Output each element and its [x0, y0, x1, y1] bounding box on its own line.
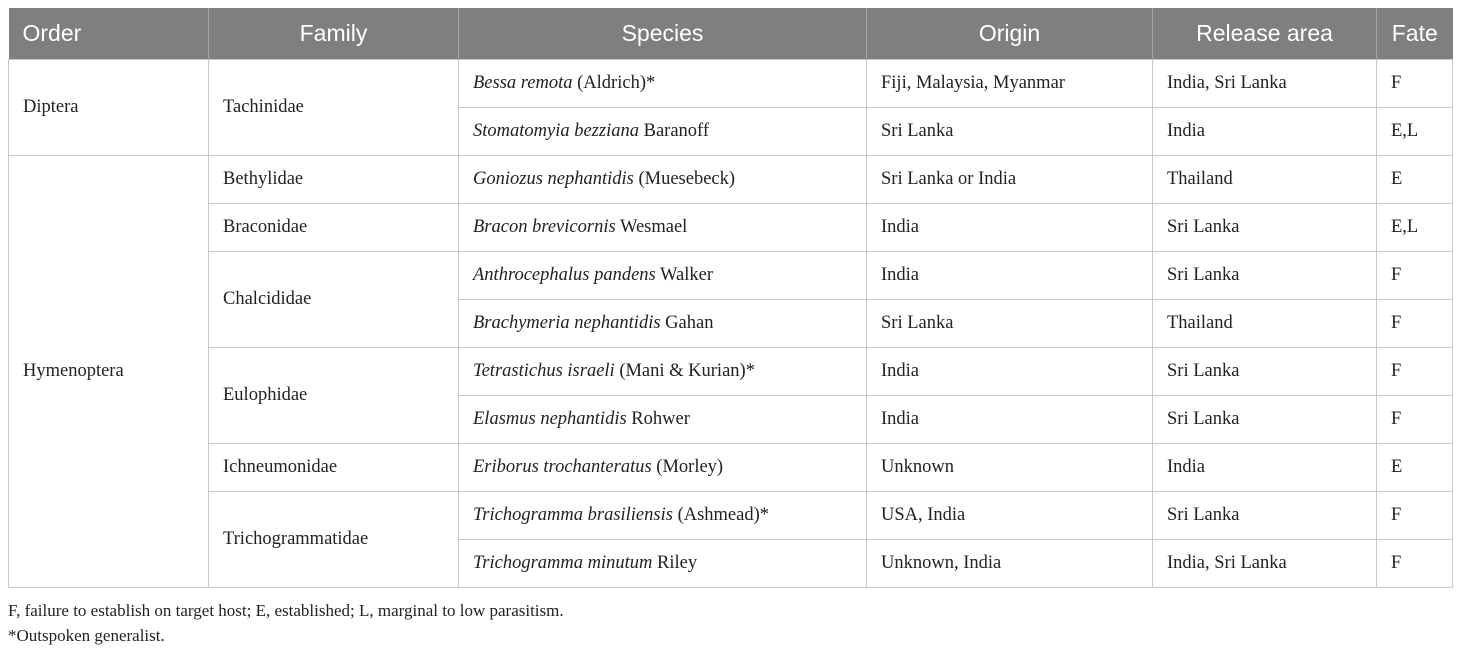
release-area-cell: Sri Lanka — [1153, 252, 1377, 300]
species-cell — [459, 348, 867, 396]
species-cell — [459, 204, 867, 252]
origin-cell: India — [867, 396, 1153, 444]
species-name: Bessa remota — [473, 73, 573, 93]
species-cell — [459, 60, 867, 108]
fate-cell: F — [1377, 60, 1453, 108]
species-name: Eriborus trochanteratus — [473, 457, 652, 477]
origin-cell: Sri Lanka — [867, 108, 1153, 156]
release-area-cell: India — [1153, 108, 1377, 156]
order-cell: Diptera — [9, 60, 209, 156]
table-row — [9, 204, 1453, 252]
parasitoid-table — [8, 8, 1453, 588]
fate-cell: F — [1377, 300, 1453, 348]
fate-cell: E — [1377, 444, 1453, 492]
table-row — [9, 444, 1453, 492]
table-footnotes — [8, 598, 564, 648]
table-row — [9, 60, 1453, 108]
release-area-cell: Sri Lanka — [1153, 396, 1377, 444]
release-area-cell: Sri Lanka — [1153, 204, 1377, 252]
species-cell — [459, 156, 867, 204]
fate-cell: F — [1377, 396, 1453, 444]
release-area-cell: India — [1153, 444, 1377, 492]
family-cell: Eulophidae — [209, 348, 459, 444]
footnote-legend: F, failure to establish on target host; E, established; L, marginal to low parasitism. — [8, 601, 564, 620]
header-family: Family — [209, 8, 459, 60]
family-cell: Ichneumonidae — [209, 444, 459, 492]
fate-cell: F — [1377, 540, 1453, 588]
species-author: (Morley) — [651, 457, 724, 477]
release-area-cell: Thailand — [1153, 300, 1377, 348]
species-name: Anthrocephalus pandens — [473, 265, 656, 285]
fate-cell: E,L — [1377, 204, 1453, 252]
release-area-cell: Sri Lanka — [1153, 492, 1377, 540]
species-author: Gahan — [660, 313, 714, 333]
species-cell — [459, 444, 867, 492]
family-cell: Tachinidae — [209, 60, 459, 156]
species-name: Elasmus nephantidis — [473, 409, 627, 429]
species-author: (Aldrich)* — [572, 73, 656, 93]
release-area-cell: India, Sri Lanka — [1153, 540, 1377, 588]
origin-cell: India — [867, 252, 1153, 300]
origin-cell: India — [867, 204, 1153, 252]
species-author: Rohwer — [626, 409, 690, 429]
header-species: Species — [459, 8, 867, 60]
origin-cell: Sri Lanka — [867, 300, 1153, 348]
family-cell: Bethylidae — [209, 156, 459, 204]
release-area-cell: Thailand — [1153, 156, 1377, 204]
table-row — [9, 156, 1453, 204]
origin-cell: Unknown — [867, 444, 1153, 492]
table-row — [9, 252, 1453, 300]
fate-cell: E — [1377, 156, 1453, 204]
species-name: Stomatomyia bezziana — [473, 121, 639, 141]
species-cell — [459, 252, 867, 300]
origin-cell: Unknown, India — [867, 540, 1153, 588]
species-cell — [459, 396, 867, 444]
footnote-generalist: *Outspoken generalist. — [8, 626, 165, 645]
origin-cell: Sri Lanka or India — [867, 156, 1153, 204]
species-name: Trichogramma minutum — [473, 553, 653, 573]
origin-cell: India — [867, 348, 1153, 396]
order-cell: Hymenoptera — [9, 156, 209, 588]
species-author: (Mani & Kurian)* — [614, 361, 755, 381]
header-order: Order — [9, 8, 209, 60]
species-author: Walker — [655, 265, 714, 285]
header-origin: Origin — [867, 8, 1153, 60]
parasitoid-table-container — [8, 8, 1452, 588]
species-name: Brachymeria nephantidis — [473, 313, 661, 333]
fate-cell: F — [1377, 252, 1453, 300]
header-release-area: Release area — [1153, 8, 1377, 60]
fate-cell: F — [1377, 492, 1453, 540]
species-name: Bracon brevicornis — [473, 217, 616, 237]
family-cell: Chalcididae — [209, 252, 459, 348]
species-name: Goniozus nephantidis — [473, 169, 634, 189]
species-name: Tetrastichus israeli — [473, 361, 615, 381]
origin-cell: Fiji, Malaysia, Myanmar — [867, 60, 1153, 108]
species-cell — [459, 540, 867, 588]
species-author: Baranoff — [638, 121, 710, 141]
family-cell: Trichogrammatidae — [209, 492, 459, 588]
species-cell — [459, 108, 867, 156]
species-author: Riley — [652, 553, 698, 573]
fate-cell: F — [1377, 348, 1453, 396]
release-area-cell: India, Sri Lanka — [1153, 60, 1377, 108]
family-cell: Braconidae — [209, 204, 459, 252]
species-author: Wesmael — [615, 217, 688, 237]
species-author: (Ashmead)* — [672, 505, 770, 525]
species-cell — [459, 492, 867, 540]
header-fate: Fate — [1377, 8, 1453, 60]
release-area-cell: Sri Lanka — [1153, 348, 1377, 396]
species-cell — [459, 300, 867, 348]
origin-cell: USA, India — [867, 492, 1153, 540]
species-name: Trichogramma brasiliensis — [473, 505, 673, 525]
table-row — [9, 492, 1453, 540]
table-row — [9, 348, 1453, 396]
table-header-row — [9, 8, 1453, 60]
species-author: (Muesebeck) — [633, 169, 736, 189]
fate-cell: E,L — [1377, 108, 1453, 156]
